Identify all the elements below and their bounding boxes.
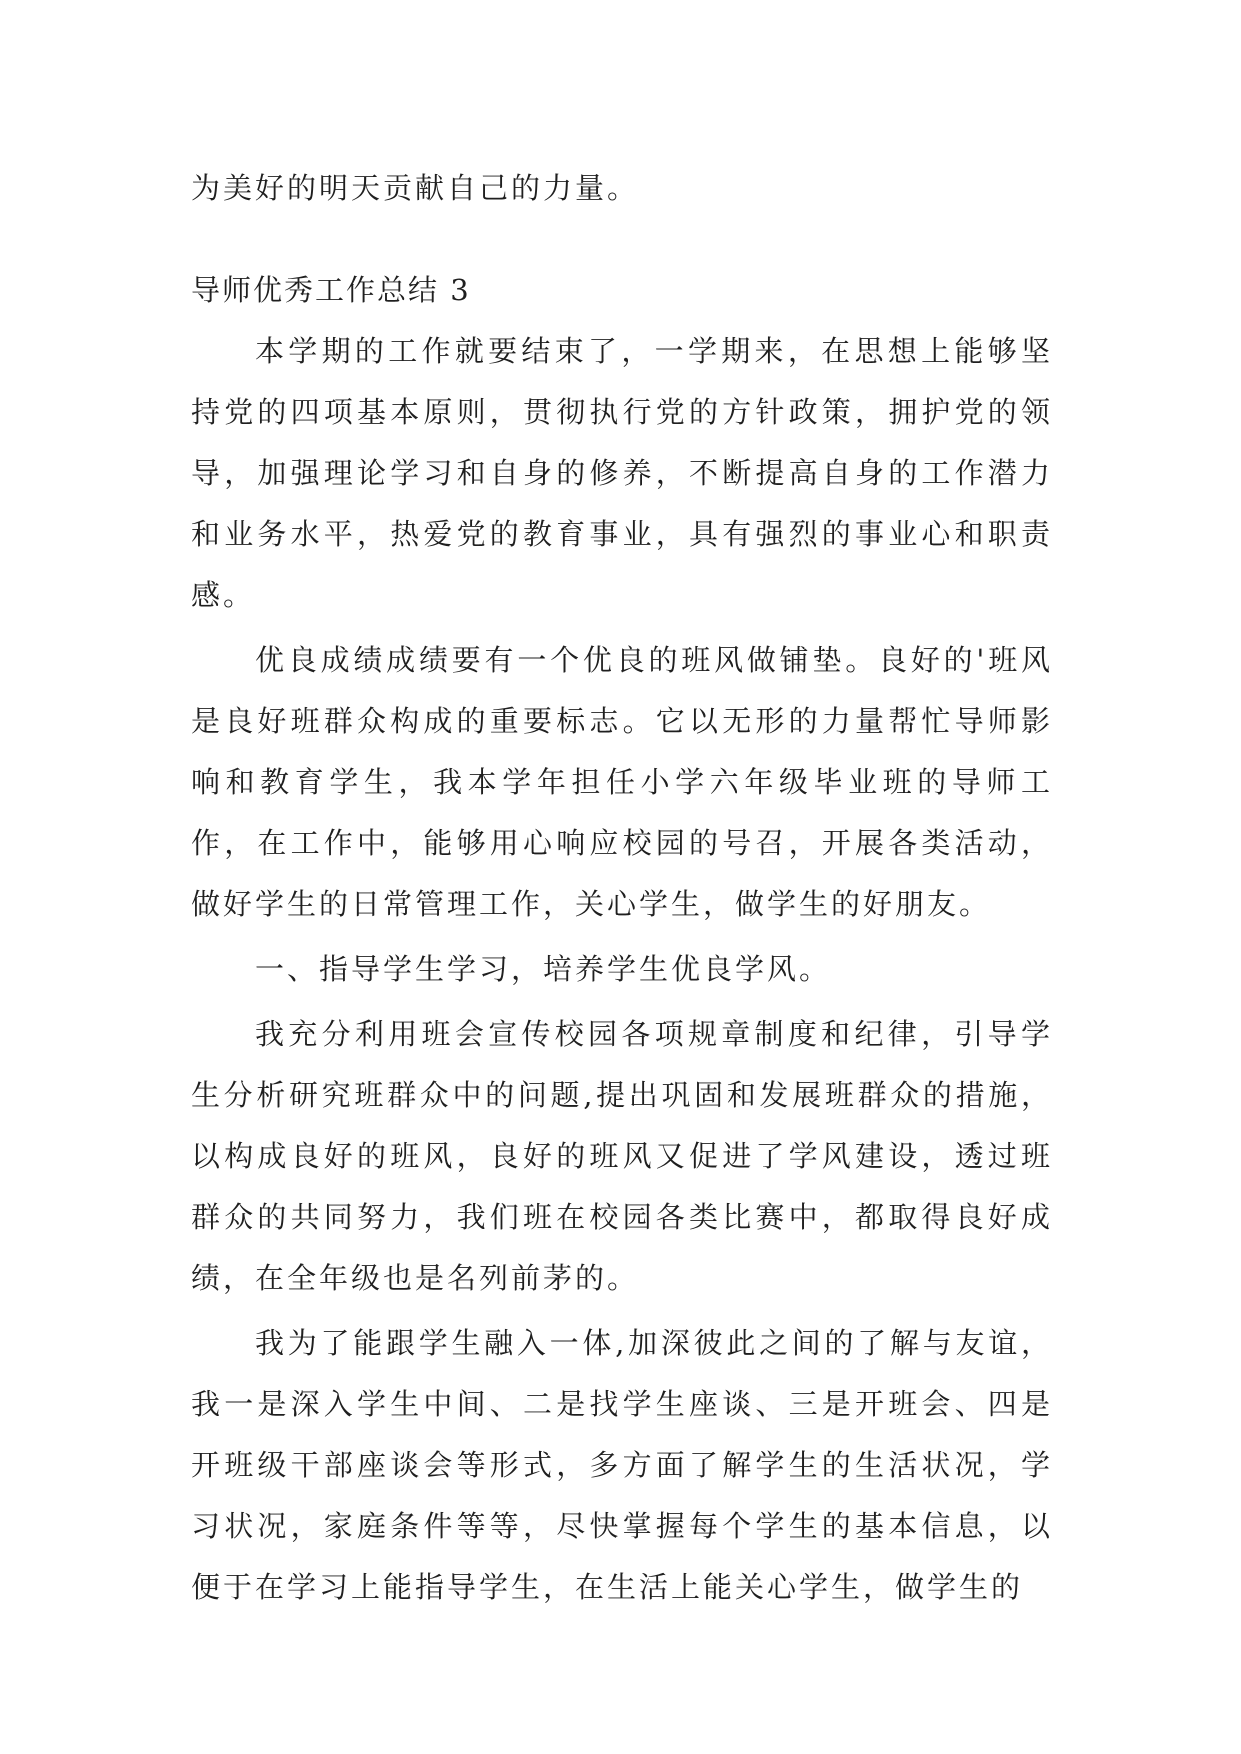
paragraph-3: 我充分利用班会宣传校园各项规章制度和纪律，引导学生分析研究班群众中的问题,提出巩固和发展班群众的措施，以构成良好的班风，良好的班风又促进了学风建设，透过班群众的共同努力，我们班在校园各类比赛中，都取得良好成绩，在全年级也是名列前茅的。 <box>191 1017 1053 1295</box>
paragraph-4: 我为了能跟学生融入一体,加深彼此之间的了解与友谊，我一是深入学生中间、二是找学生座谈、三是开班会、四是开班级干部座谈会等形式，多方面了解学生的生活状况，学习状况，家庭条件等等，尽快掌握每个学生的基本信息，以便于在学习上能指导学生，在生活上能关心学生，做学生的 <box>191 1326 1053 1604</box>
paragraph-1: 本学期的工作就要结束了，一学期来，在思想上能够坚持党的四项基本原则，贯彻执行党的方针政策，拥护党的领导，加强理论学习和自身的修养，不断提高自身的工作潜力和业务水平，热爱党的教育事业，具有强烈的事业心和职责感。 <box>191 334 1053 612</box>
carryover-line: 为美好的明天贡献自己的力量。 <box>191 171 640 205</box>
subheading-guide-study: 一、指导学生学习，培养学生优良学风。 <box>255 952 832 986</box>
paragraph-2: 优良成绩成绩要有一个优良的班风做铺垫。良好的'班风是良好班群众构成的重要标志。它以无形的力量帮忙导师影响和教育学生，我本学年担任小学六年级毕业班的导师工作，在工作中，能够用心响应校园的号召，开展各类活动，做好学生的日常管理工作，关心学生，做学生的好朋友。 <box>191 643 1053 921</box>
document-body <box>191 158 1053 1618</box>
section-title: 导师优秀工作总结 3 <box>191 273 471 307</box>
